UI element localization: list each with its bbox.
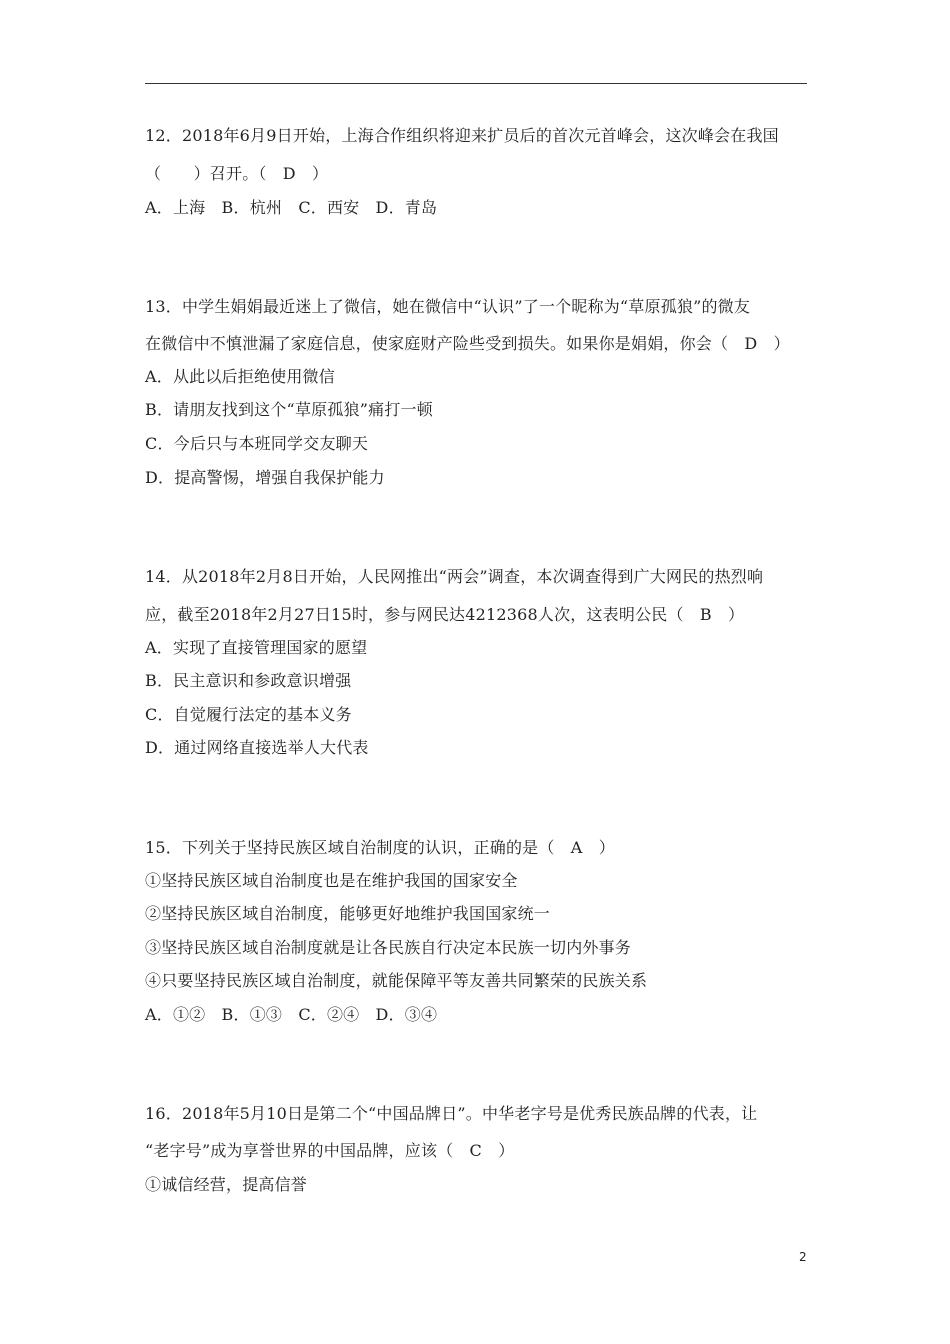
q13-option-a: A．从此以后拒绝使用微信 xyxy=(145,367,335,386)
q14-option-a: A．实现了直接管理国家的愿望 xyxy=(145,638,368,657)
q15-stem: 15．下列关于坚持民族区域自治制度的认识，正确的是（ A ） xyxy=(145,838,615,857)
q13-option-c: C．今后只与本班同学交友聊天 xyxy=(145,434,369,453)
q12-options: A．上海 B．杭州 C．西安 D．青岛 xyxy=(145,198,438,217)
q12-stem-line2: （ ）召开。（ D ） xyxy=(145,164,329,183)
page-number: 2 xyxy=(799,1250,807,1264)
q15-statement-4: ④只要坚持民族区域自治制度，就能保障平等友善共同繁荣的民族关系 xyxy=(145,971,648,990)
q13-option-b: B．请朋友找到这个“草原孤狼”痛打一顿 xyxy=(145,400,433,419)
q13-stem-line2: 在微信中不慎泄漏了家庭信息，使家庭财产险些受到损失。如果你是娟娟，你会（ D ） xyxy=(145,334,790,353)
q14-option-b: B．民主意识和参政意识增强 xyxy=(145,671,352,690)
q15-statement-2: ②坚持民族区域自治制度，能够更好地维护我国国家统一 xyxy=(145,904,551,923)
q16-statement-1: ①诚信经营，提高信誉 xyxy=(145,1175,308,1194)
q14-stem-line1: 14．从2018年2月8日开始，人民网推出“两会”调查，本次调查得到广大网民的热烈响 xyxy=(145,567,764,586)
q16-stem-line2: “老字号”成为享誉世界的中国品牌，应该（ C ） xyxy=(145,1141,515,1160)
q15-options: A．①② B．①③ C．②④ D．③④ xyxy=(145,1005,438,1024)
q16-stem-line1: 16．2018年5月10日是第二个“中国品牌日”。中华老字号是优秀民族品牌的代表，让 xyxy=(145,1104,758,1123)
q15-statement-3: ③坚持民族区域自治制度就是让各民族自行决定本民族一切内外事务 xyxy=(145,938,632,957)
q13-stem-line1: 13．中学生娟娟最近迷上了微信，她在微信中“认识”了一个昵称为“草原孤狼”的微友 xyxy=(145,297,751,316)
q14-stem-line2: 应，截至2018年2月27日15时，参与网民达4212368人次，这表明公民（ B ） xyxy=(145,605,745,624)
q14-option-c: C．自觉履行法定的基本义务 xyxy=(145,705,352,724)
q12-stem-line1: 12．2018年6月9日开始，上海合作组织将迎来扩员后的首次元首峰会，这次峰会在我国 xyxy=(145,126,779,145)
header-rule xyxy=(145,83,807,84)
q13-option-d: D．提高警惕，增强自我保护能力 xyxy=(145,468,385,487)
q14-option-d: D．通过网络直接选举人大代表 xyxy=(145,738,369,757)
q15-statement-1: ①坚持民族区域自治制度也是在维护我国的国家安全 xyxy=(145,871,518,890)
